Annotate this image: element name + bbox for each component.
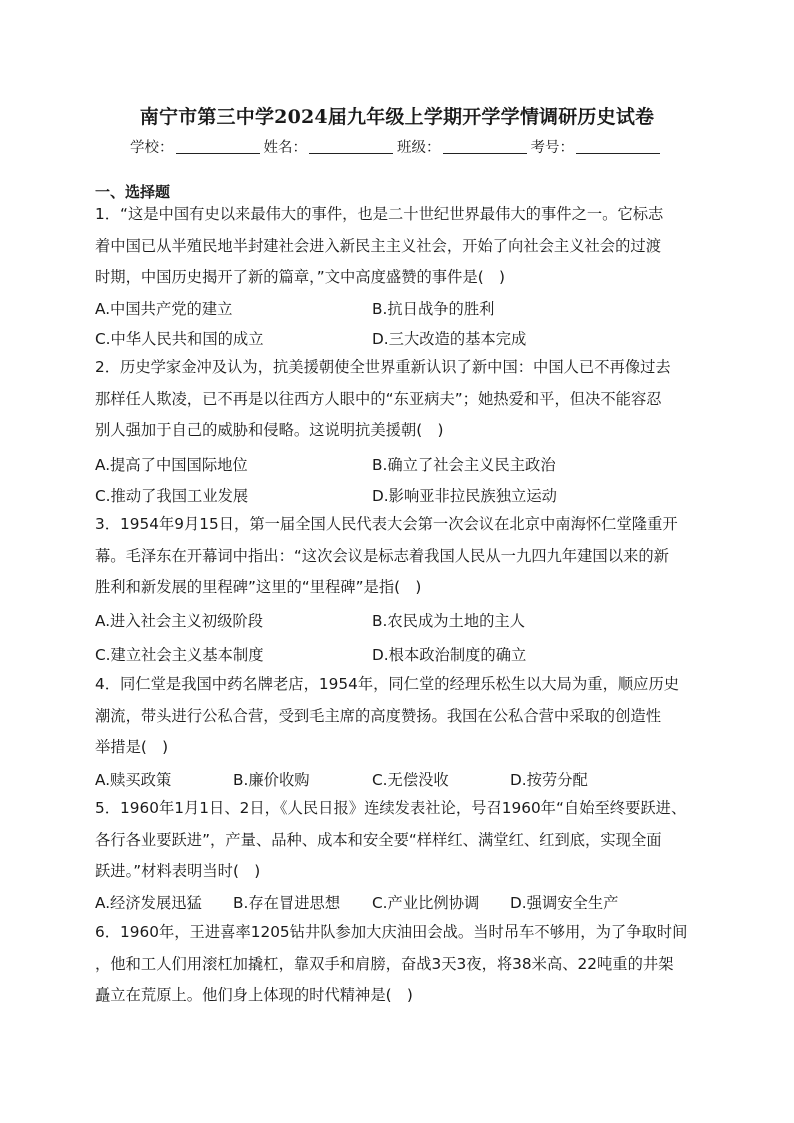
class-label: 班级： (397, 140, 441, 156)
option-d[interactable]: D.按劳分配 (510, 771, 588, 789)
option-d[interactable]: D.根本政治制度的确立 (372, 646, 527, 664)
question-line: 潮流，带头进行公私合营，受到毛主席的高度赞扬。我国在公私合营中采取的创造性 (95, 706, 661, 725)
question-line: 3．1954年9月15日，第一届全国人民代表大会第一次会议在北京中南海怀仁堂隆重开 (95, 515, 678, 533)
school-blank[interactable] (176, 139, 260, 154)
class-blank[interactable] (443, 139, 527, 154)
question-line: 着中国已从半殖民地半封建社会进入新民主主义社会，开始了向社会主义社会的过渡 (95, 236, 661, 255)
question-line: 5．1960年1月1日、2日，《人民日报》连续发表社论，号召1960年“自始至终要跃进、 (95, 799, 687, 817)
question-line: 6．1960年，王进喜率1205钻井队参加大庆油田会战。当时吊车不够用，为了争取时间 (95, 923, 688, 941)
question-5 (95, 793, 699, 888)
option-d[interactable]: D.强调安全生产 (510, 894, 619, 912)
option-a[interactable]: A.赎买政策 (95, 771, 172, 789)
option-b[interactable]: B.确立了社会主义民主政治 (372, 456, 556, 474)
number-blank[interactable] (576, 139, 660, 154)
question-line: 别人强加于自己的威胁和侵略。这说明抗美援朝( ) (95, 421, 444, 439)
question-line: 2．历史学家金冲及认为，抗美援朝使全世界重新认识了新中国：中国人已不再像过去 (95, 358, 671, 376)
option-d[interactable]: D.影响亚非拉民族独立运动 (372, 487, 557, 505)
exam-title: 南宁市第三中学2024届九年级上学期开学学情调研历史试卷 (139, 106, 655, 128)
school-label: 学校： (130, 140, 174, 156)
name-label: 姓名： (263, 140, 307, 156)
option-b[interactable]: B.廉价收购 (233, 771, 310, 789)
question-line: ，他和工人们用滚杠加撬杠，靠双手和肩膀，奋战3天3夜，将38米高、22吨重的井架 (95, 954, 674, 973)
option-b[interactable]: B.存在冒进思想 (233, 894, 341, 912)
question-line: 幕。毛泽东在开幕词中指出：“这次会议是标志着我国人民从一九四九年建国以来的新 (95, 546, 669, 565)
question-line: 胜利和新发展的里程碑”这里的“里程碑”是指( ) (95, 578, 422, 596)
question-line: 时期，中国历史揭开了新的篇章，”文中高度盛赞的事件是( ) (95, 268, 505, 286)
question-line: 矗立在荒原上。他们身上体现的时代精神是( ) (95, 986, 413, 1004)
option-c[interactable]: C.推动了我国工业发展 (95, 487, 249, 505)
student-info-line (0, 136, 794, 157)
question-2 (95, 352, 699, 447)
question-4 (95, 669, 699, 764)
option-a[interactable]: A.提高了中国国际地位 (95, 456, 248, 474)
option-d[interactable]: D.三大改造的基本完成 (372, 330, 527, 348)
option-c[interactable]: C.产业比例协调 (372, 894, 480, 912)
question-line: 举措是( ) (95, 738, 169, 756)
option-c[interactable]: C.中华人民共和国的成立 (95, 330, 264, 348)
question-line: 那样任人欺凌，已不再是以往西方人眼中的“东亚病夫”；她热爱和平，但决不能容忍 (95, 389, 662, 408)
question-6 (95, 917, 699, 1012)
option-c[interactable]: C.建立社会主义基本制度 (95, 646, 264, 664)
question-3 (95, 509, 699, 604)
option-a[interactable]: A.进入社会主义初级阶段 (95, 612, 264, 630)
question-line: 4．同仁堂是我国中药名牌老店，1954年，同仁堂的经理乐松生以大局为重，顺应历史 (95, 675, 680, 693)
question-line: 各行各业要跃进”，产量、品种、成本和安全要“样样红、满堂红、红到底，实现全面 (95, 830, 662, 849)
option-b[interactable]: B.抗日战争的胜利 (372, 300, 495, 318)
option-c[interactable]: C.无偿没收 (372, 771, 449, 789)
section-heading: 一、选择题 (95, 183, 171, 201)
number-label: 考号： (530, 140, 574, 156)
option-a[interactable]: A.中国共产党的建立 (95, 300, 233, 318)
question-line: 跃进。”材料表明当时( ) (95, 862, 261, 880)
option-b[interactable]: B.农民成为土地的主人 (372, 612, 526, 630)
question-1 (95, 199, 699, 294)
question-line: 1．“这是中国有史以来最伟大的事件，也是二十世纪世界最伟大的事件之一。它标志 (95, 205, 664, 223)
name-blank[interactable] (309, 139, 393, 154)
option-a[interactable]: A.经济发展迅猛 (95, 894, 202, 912)
